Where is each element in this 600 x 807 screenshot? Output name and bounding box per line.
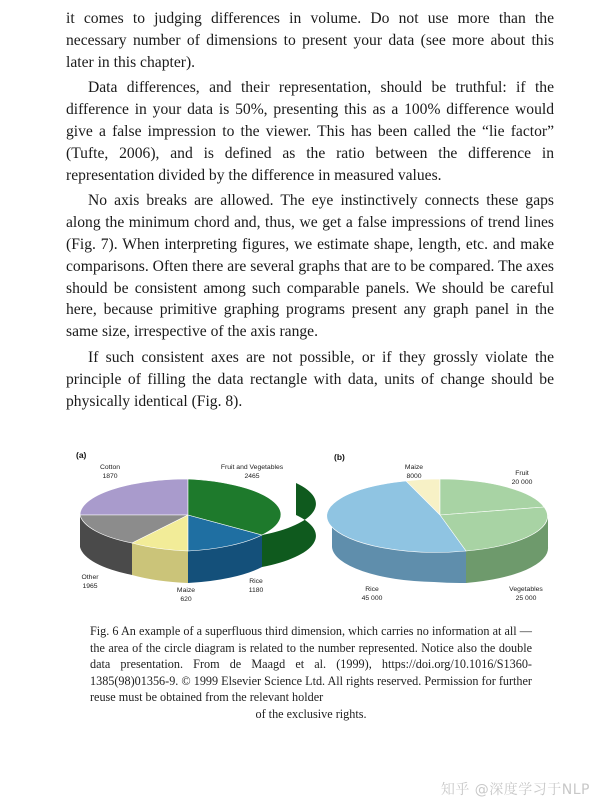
pie-a-label-other: Other	[81, 574, 99, 581]
pie-chart-a	[76, 450, 316, 603]
caption-last-line: of the exclusive rights.	[255, 706, 367, 721]
pie-b-value-maize: 8000	[406, 473, 422, 480]
pie-a-label-fruit: Fruit and Vegetables	[220, 464, 284, 471]
panel-b-label: (b)	[334, 452, 345, 462]
pie-a-label-cotton: Cotton	[99, 464, 121, 471]
paragraph-2: Data differences, and their representation, should be truthful: if the difference in your data is 50%, presenting this as a 100% difference would give a false impression to the viewer. This has been called the “lie factor” (Tufte, 2006), and is defined as the ratio between the difference in representation divided by the difference in measured values.	[66, 79, 554, 184]
paragraph-1: it comes to judging differences in volume. Do not use more than the necessary number of dimensions to present your data (see more about this later in this chapter).	[66, 10, 554, 71]
pie-a-value-other: 1965	[82, 583, 98, 590]
figure-6-charts	[66, 443, 556, 623]
pie-b-label-vegetables: Vegetables	[509, 586, 543, 593]
pie-b-top	[327, 479, 548, 552]
body-text	[66, 8, 554, 416]
pie-a-value-maize: 620	[180, 596, 192, 603]
pie-a-value-rice: 1180	[248, 587, 264, 594]
figure-6	[66, 443, 556, 623]
pie-b-side-rice-b	[434, 550, 466, 583]
pie-b-label-rice: Rice	[365, 586, 379, 593]
pie-a-slice-cotton	[80, 479, 188, 515]
panel-a-label: (a)	[76, 450, 87, 460]
pie-chart-b	[327, 452, 548, 602]
pie-a-label-maize: Maize	[176, 587, 196, 594]
paragraph-3: No axis breaks are allowed. The eye instinctively connects these gaps along the minimum chord and, thus, we get a false impressions of trend lines (Fig. 7). When interpreting figures, we estimate shape, length, etc. and make comparisons. Often there are several graphs that are to be compared. The axes should be consistent among such comparable panels. We should be careful here, because primitive graphing programs present any graph panel in the same size, irrespective of the axis range.	[66, 192, 554, 341]
pie-b-value-fruit: 20 000	[511, 479, 533, 486]
pie-a-label-rice: Rice	[249, 578, 263, 585]
pie-a-value-cotton: 1870	[102, 473, 118, 480]
figure-caption	[90, 623, 532, 723]
pie-a-value-fruit: 2465	[244, 473, 260, 480]
caption-text: Fig. 6 An example of a superfluous third dimension, which carries no information at all — the area of the circle diagram is related to the number represented. Notice also the double data presentation. From de Maagd et al. (1999), https://doi.org/10.1016/S1360-1385(98)01356-9. © 1999 Elsevier Science Ltd. All rights reserved. Permission for further reuse must be obtained from the relevant holder	[90, 624, 532, 705]
watermark: 知乎 @深度学习于NLP	[440, 782, 590, 798]
pie-b-label-fruit: Fruit	[515, 470, 529, 477]
pie-b-value-rice: 45 000	[361, 595, 383, 602]
pie-b-value-vegetables: 25 000	[515, 595, 537, 602]
paragraph-4: If such consistent axes are not possible, or if they grossly violate the principle of filling the data rectangle with data, units of change should be physically identical (Fig. 8).	[66, 348, 554, 410]
pie-b-label-maize: Maize	[404, 464, 424, 471]
